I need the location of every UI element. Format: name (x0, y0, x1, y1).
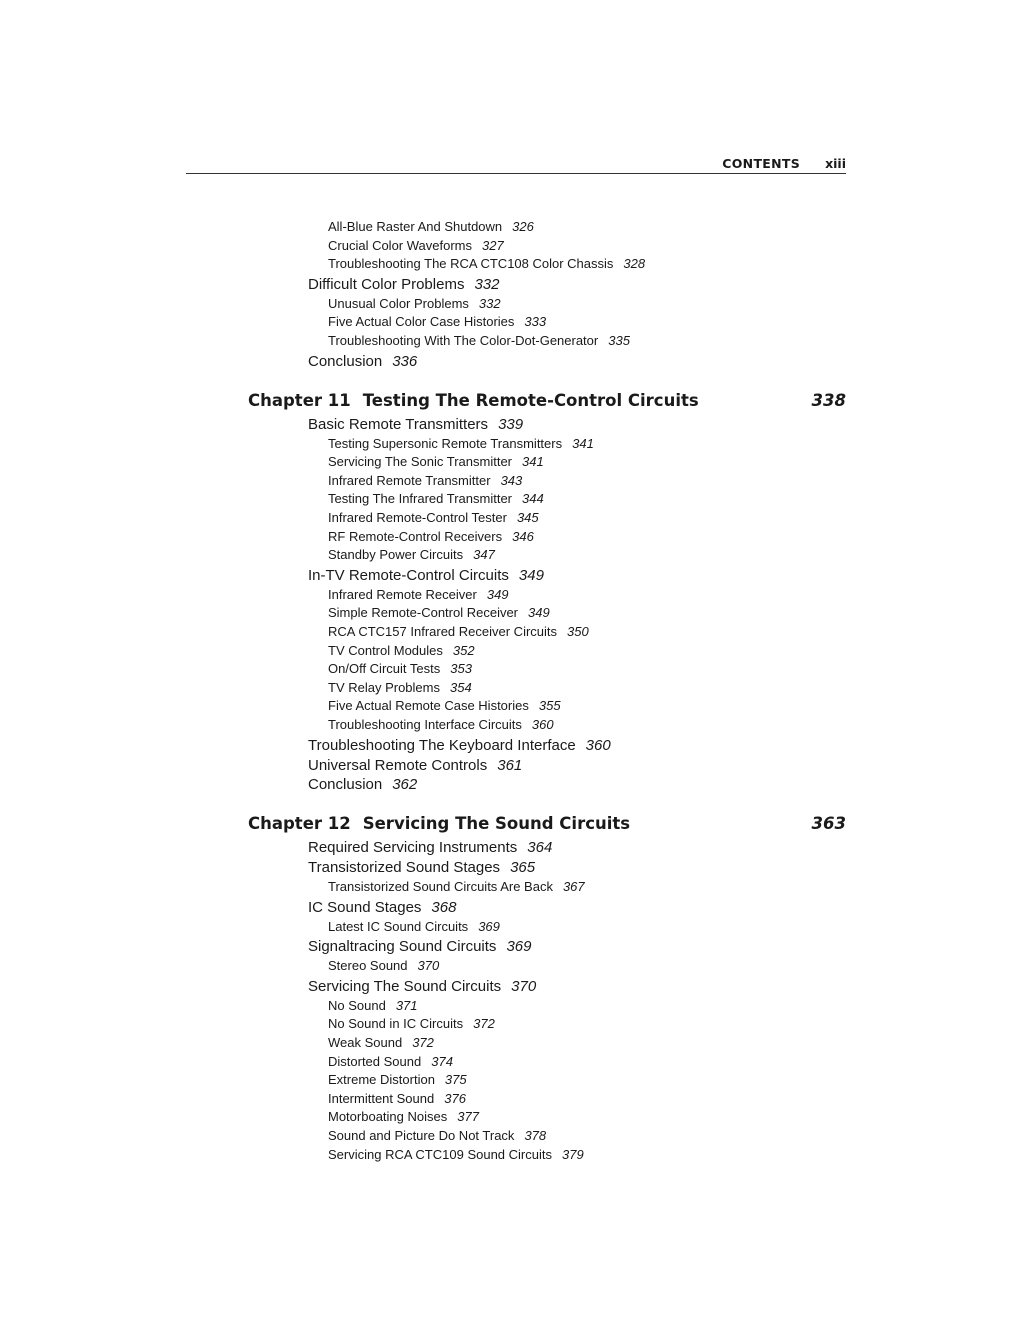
toc-subsection (328, 661, 472, 676)
entry-page-number: 332 (474, 276, 500, 293)
toc-subsection (328, 1109, 479, 1124)
entry-page-number: 378 (524, 1128, 547, 1143)
entry-title: TV Relay Problems (328, 679, 440, 695)
entry-page-number: 336 (392, 352, 418, 370)
entry-title: Required Servicing Instruments (308, 839, 518, 857)
entry-page-number: 371 (395, 997, 418, 1013)
chapter-title: Servicing The Sound Circuits (362, 814, 631, 834)
entry-page-number: 341 (522, 454, 544, 470)
entry-page-number: 354 (449, 679, 472, 695)
entry-title: On/Off Circuit Tests (328, 661, 441, 677)
entry-title: Conclusion (308, 352, 383, 370)
entry-title: No Sound in IC Circuits (328, 1016, 464, 1032)
entry-page-number: 350 (567, 624, 589, 639)
running-head (186, 155, 846, 174)
toc-subsection (328, 510, 539, 525)
entry-title: IC Sound Stages (308, 898, 422, 916)
chapter-page-number: 338 (811, 390, 846, 410)
entry-page-number: 360 (531, 717, 554, 732)
toc-subsection (328, 919, 500, 934)
toc-subsection (328, 1016, 495, 1031)
entry-page-number: 374 (431, 1053, 453, 1069)
toc-section (308, 567, 544, 584)
entry-page-number: 360 (585, 736, 611, 754)
toc-subsection (328, 473, 522, 488)
toc-subsection (328, 333, 630, 348)
toc-subsection (328, 958, 439, 973)
entry-page-number: 375 (444, 1072, 467, 1088)
entry-page-number: 339 (498, 415, 524, 433)
entry-title: Five Actual Remote Case Histories (328, 698, 529, 714)
entry-title: Transistorized Sound Circuits Are Back (328, 879, 553, 894)
entry-page-number: 341 (572, 435, 594, 451)
entry-page-number: 362 (392, 776, 418, 794)
entry-title: Distorted Sound (328, 1053, 422, 1069)
entry-title: Infrared Remote-Control Tester (328, 510, 507, 525)
entry-title: Intermittent Sound (328, 1090, 435, 1106)
entry-title: Five Actual Color Case Histories (328, 314, 515, 330)
entry-title: Weak Sound (328, 1035, 403, 1050)
entry-title: Servicing RCA CTC109 Sound Circuits (328, 1146, 552, 1162)
chapter-heading (248, 814, 846, 833)
entry-page-number: 353 (450, 661, 472, 677)
toc-section (308, 938, 531, 955)
entry-title: In-TV Remote-Control Circuits (308, 567, 509, 584)
entry-page-number: 370 (511, 978, 537, 995)
entry-title: Testing Supersonic Remote Transmitters (328, 435, 563, 451)
entry-page-number: 335 (608, 333, 630, 348)
entry-page-number: 379 (561, 1146, 584, 1162)
entry-page-number: 349 (486, 586, 509, 602)
toc-subsection (328, 998, 418, 1013)
toc-subsection (328, 314, 546, 329)
entry-page-number: 369 (506, 938, 532, 956)
entry-title: No Sound (328, 997, 386, 1013)
entry-title: Universal Remote Controls (308, 756, 488, 774)
entry-title: Servicing The Sonic Transmitter (328, 454, 512, 470)
entry-title: Unusual Color Problems (328, 295, 469, 311)
entry-title: Extreme Distortion (328, 1072, 435, 1088)
chapter-number: Chapter 12 (248, 814, 351, 834)
entry-title: Troubleshooting The RCA CTC108 Color Chassis (328, 256, 614, 272)
toc-subsection (328, 547, 495, 562)
toc-subsection (328, 529, 534, 544)
running-head-label: CONTENTS (722, 156, 800, 171)
entry-page-number: 326 (512, 219, 534, 234)
toc-subsection (328, 605, 550, 620)
entry-page-number: 344 (522, 491, 544, 507)
toc-subsection (328, 1054, 453, 1069)
entry-page-number: 332 (478, 295, 501, 311)
chapter-number: Chapter 11 (248, 390, 351, 410)
toc-subsection (328, 436, 594, 451)
entry-title: All-Blue Raster And Shutdown (328, 219, 503, 234)
entry-page-number: 343 (500, 472, 523, 488)
entry-page-number: 345 (516, 510, 539, 525)
toc-subsection (328, 1072, 467, 1087)
entry-title: Basic Remote Transmitters (308, 415, 489, 433)
toc-subsection (328, 296, 501, 311)
entry-page-number: 327 (482, 237, 504, 253)
entry-title: Infrared Remote Transmitter (328, 472, 491, 488)
entry-title: Servicing The Sound Circuits (308, 978, 502, 995)
entry-page-number: 349 (528, 605, 550, 621)
toc-subsection (328, 717, 554, 732)
toc-section (308, 353, 417, 370)
toc-subsection (328, 643, 475, 658)
toc-section (308, 776, 417, 793)
toc-section (308, 737, 611, 754)
entry-title: Latest IC Sound Circuits (328, 918, 469, 934)
toc-section (308, 416, 523, 433)
toc-section (308, 899, 456, 916)
entry-title: Simple Remote-Control Receiver (328, 605, 519, 621)
entry-page-number: 364 (527, 839, 553, 857)
toc-section (308, 276, 499, 293)
entry-page-number: 377 (457, 1109, 479, 1125)
toc-section (308, 839, 552, 856)
toc-subsection (328, 1128, 546, 1143)
entry-page-number: 346 (512, 528, 534, 544)
toc-subsection (328, 454, 544, 469)
toc-section (308, 757, 522, 774)
entry-title: Sound and Picture Do Not Track (328, 1128, 515, 1143)
toc-section (308, 978, 536, 995)
entry-page-number: 376 (444, 1090, 466, 1106)
chapter-title: Testing The Remote-Control Circuits (362, 390, 699, 410)
toc-subsection (328, 587, 509, 602)
toc-subsection (328, 238, 504, 253)
entry-page-number: 352 (452, 642, 475, 658)
entry-title: RCA CTC157 Infrared Receiver Circuits (328, 624, 558, 639)
entry-title: Crucial Color Waveforms (328, 237, 472, 253)
toc-subsection (328, 1147, 584, 1162)
entry-page-number: 369 (478, 918, 500, 934)
toc-subsection (328, 256, 645, 271)
entry-page-number: 328 (623, 256, 646, 272)
entry-title: Motorboating Noises (328, 1109, 448, 1125)
entry-page-number: 370 (417, 958, 440, 974)
entry-title: Troubleshooting Interface Circuits (328, 717, 522, 732)
entry-title: RF Remote-Control Receivers (328, 528, 503, 544)
entry-title: Conclusion (308, 776, 383, 794)
entry-page-number: 361 (497, 756, 523, 774)
entry-title: TV Control Modules (328, 642, 443, 658)
entry-page-number: 367 (562, 879, 585, 894)
page-number: xiii (825, 156, 846, 171)
entry-page-number: 333 (524, 314, 547, 330)
toc-subsection (328, 624, 589, 639)
entry-page-number: 372 (473, 1016, 495, 1032)
entry-page-number: 355 (538, 698, 561, 714)
entry-page-number: 349 (518, 567, 544, 584)
entry-title: Difficult Color Problems (308, 276, 465, 293)
entry-title: Stereo Sound (328, 958, 408, 974)
entry-page-number: 368 (431, 898, 457, 916)
toc-subsection (328, 1035, 434, 1050)
chapter-page-number: 363 (811, 814, 846, 834)
toc-subsection (328, 219, 534, 234)
entry-title: Testing The Infrared Transmitter (328, 491, 513, 507)
entry-page-number: 372 (412, 1035, 434, 1050)
entry-title: Infrared Remote Receiver (328, 586, 477, 602)
entry-page-number: 365 (510, 859, 536, 877)
entry-page-number: 347 (473, 547, 495, 563)
chapter-heading (248, 391, 846, 410)
toc-subsection (328, 698, 561, 713)
entry-title: Standby Power Circuits (328, 547, 464, 563)
entry-title: Troubleshooting The Keyboard Interface (308, 736, 576, 754)
toc-subsection (328, 491, 544, 506)
entry-title: Transistorized Sound Stages (308, 859, 501, 877)
toc-section (308, 859, 535, 876)
entry-title: Troubleshooting With The Color-Dot-Generator (328, 333, 599, 348)
toc-subsection (328, 1091, 466, 1106)
entry-title: Signaltracing Sound Circuits (308, 938, 497, 956)
toc-subsection (328, 879, 585, 894)
toc-subsection (328, 680, 472, 695)
